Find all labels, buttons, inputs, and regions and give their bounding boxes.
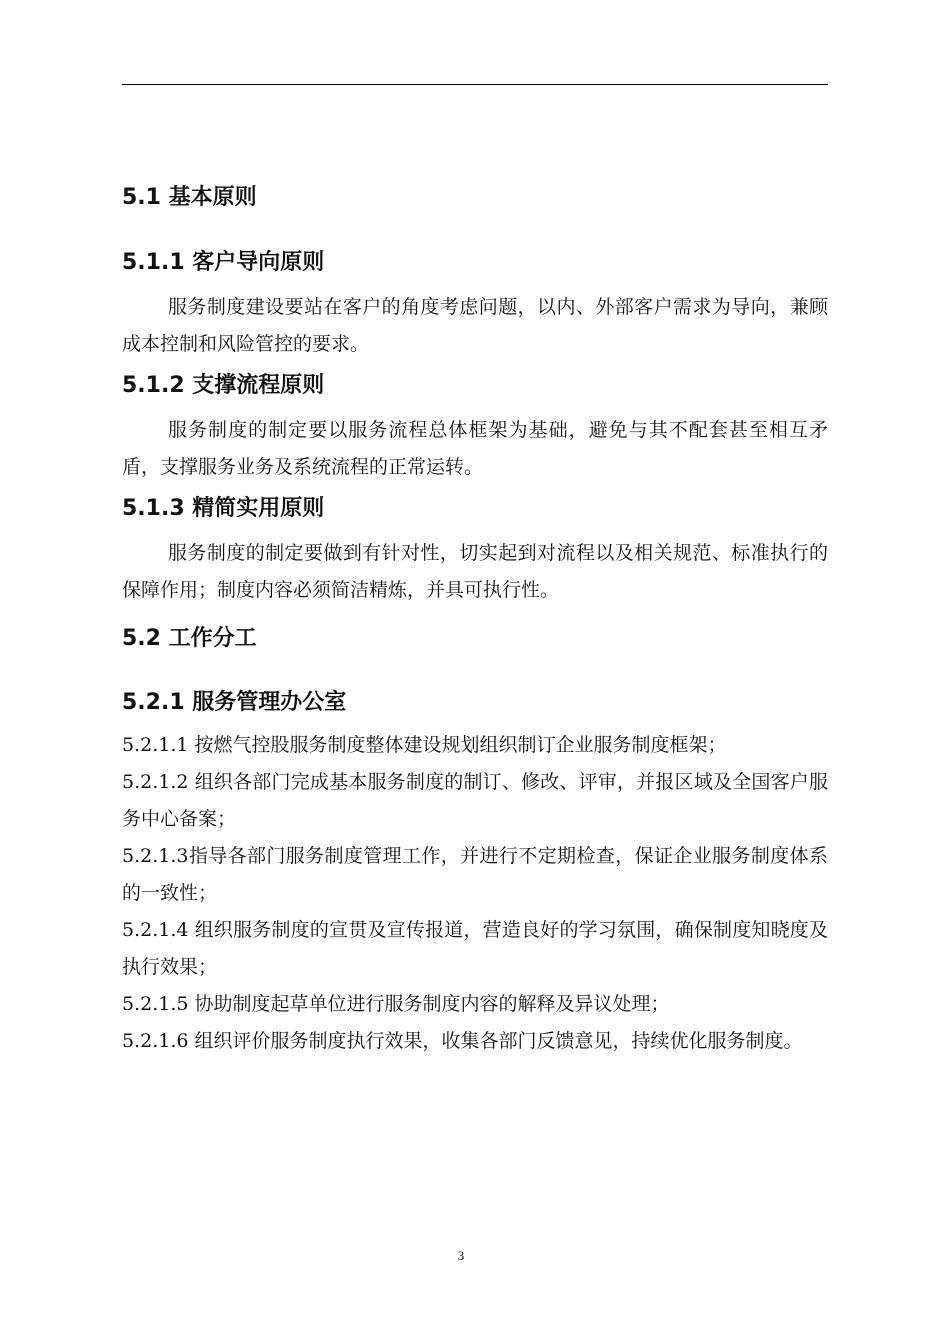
list-item: 5.2.1.1 按燃气控股服务制度整体建设规划组织制订企业服务制度框架；: [122, 734, 727, 756]
heading-5-1: 5.1 基本原则: [122, 185, 257, 210]
heading-5-2-1: 5.2.1 服务管理办公室: [122, 690, 347, 715]
paragraph-5-1-2: 服务制度的制定要以服务流程总体框架为基础，避免与其不配套甚至相互矛盾，支撑服务业务及系统流程的正常运转。: [122, 419, 828, 478]
heading-5-2: 5.2 工作分工: [122, 626, 257, 651]
header-rule: [122, 84, 828, 85]
list-item: 5.2.1.4 组织服务制度的宣贯及宣传报道，营造良好的学习氛围，确保制度知晓度及执行效果；: [122, 919, 828, 978]
list-item: 5.2.1.6 组织评价服务制度执行效果，收集各部门反馈意见，持续优化服务制度。: [122, 1030, 803, 1052]
heading-5-1-3: 5.1.3 精简实用原则: [122, 496, 325, 521]
item-list: [122, 727, 828, 1060]
list-item: 5.2.1.5 协助制度起草单位进行服务制度内容的解释及异议处理；: [122, 993, 670, 1015]
paragraph-5-1-1: 服务制度建设要站在客户的角度考虑问题，以内、外部客户需求为导向，兼顾成本控制和风险管控的要求。: [122, 296, 828, 355]
list-item: 5.2.1.2 组织各部门完成基本服务制度的制订、修改、评审，并报区域及全国客户服务中心备案；: [122, 771, 828, 830]
page-number: 3: [457, 1248, 465, 1263]
heading-5-1-1: 5.1.1 客户导向原则: [122, 250, 325, 275]
document-body: [122, 178, 828, 1060]
list-item: 5.2.1.3指导各部门服务制度管理工作，并进行不定期检查，保证企业服务制度体系的一致性；: [122, 845, 828, 904]
paragraph-5-1-3: 服务制度的制定要做到有针对性，切实起到对流程以及相关规范、标准执行的保障作用；制度内容必须简洁精炼，并具可执行性。: [122, 542, 828, 601]
heading-5-1-2: 5.1.2 支撑流程原则: [122, 373, 325, 398]
